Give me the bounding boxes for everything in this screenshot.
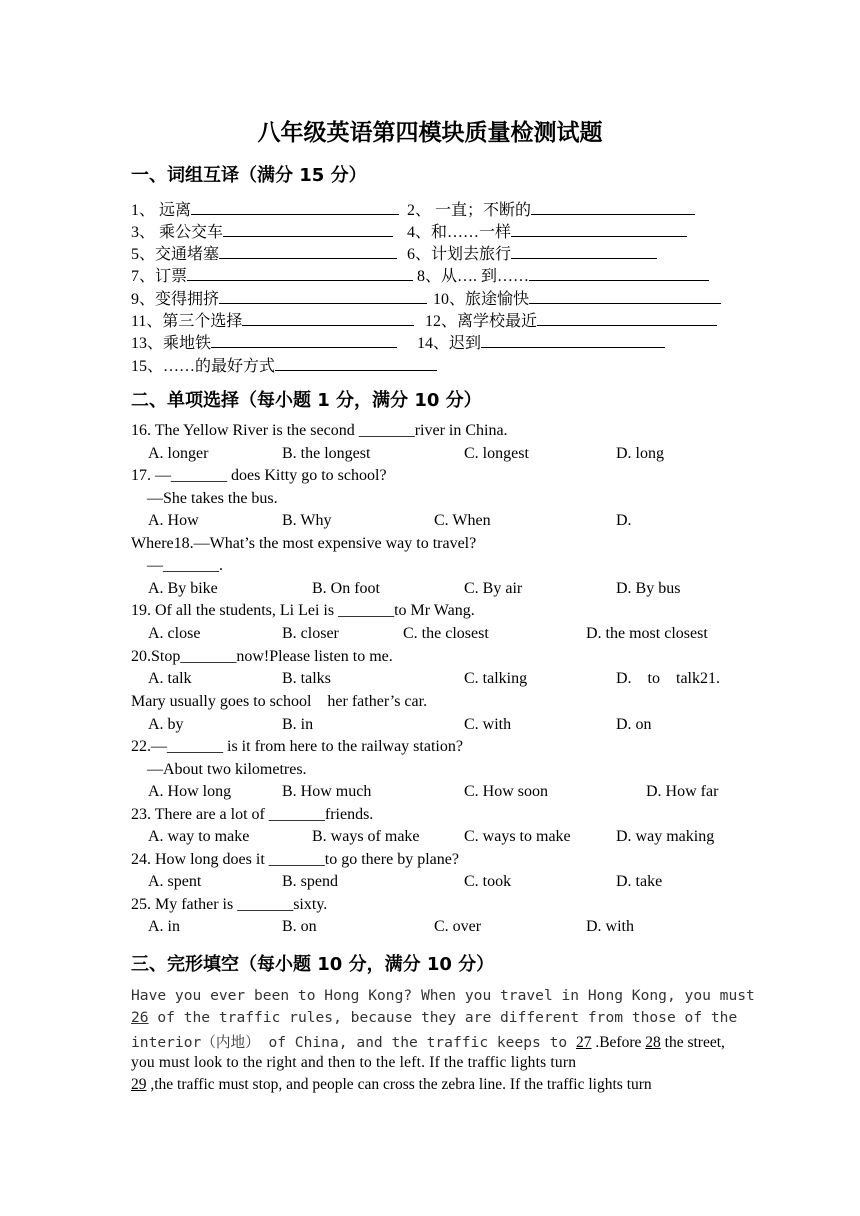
question-18-reply: —_______. — [147, 557, 223, 574]
question-23: 23. There are a lot of _______friends. — [131, 806, 374, 823]
option[interactable]: A. longer — [148, 445, 209, 462]
vocab-item: 15、……的最好方式 — [131, 358, 276, 375]
vocab-item: 1、 远离 — [131, 202, 192, 219]
vocab-item: 14、迟到 — [417, 335, 482, 352]
cloze-blank-29[interactable]: 29 — [131, 1076, 147, 1093]
option[interactable]: C. over — [434, 918, 482, 935]
answer-blank[interactable] — [537, 310, 717, 326]
option[interactable]: A. by — [148, 716, 184, 733]
option[interactable]: C. the closest — [403, 625, 489, 642]
question-25: 25. My father is _______sixty. — [131, 896, 328, 913]
section-1-heading: 一、词组互译（满分 15 分） — [131, 165, 367, 186]
cloze-blank-26[interactable]: 26 — [131, 1009, 149, 1026]
passage-text: .Before — [591, 1034, 646, 1051]
vocab-item: 7、订票 — [131, 268, 188, 285]
passage-line: you must look to the right and then to the left. If the traffic lights turn — [131, 1054, 577, 1071]
passage-text: the street, — [660, 1034, 725, 1051]
answer-blank[interactable] — [481, 332, 665, 348]
vocab-item: 13、乘地铁 — [131, 335, 212, 352]
option[interactable]: D. How far — [646, 783, 719, 800]
option[interactable]: B. on — [282, 918, 317, 935]
answer-blank[interactable] — [531, 199, 695, 215]
answer-blank[interactable] — [191, 199, 399, 215]
section-2-heading: 二、单项选择（每小题 1 分，满分 10 分） — [131, 390, 482, 411]
question-17: 17. —_______ does Kitty go to school? — [131, 467, 387, 484]
option[interactable]: A. way to make — [148, 828, 250, 845]
question-19: 19. Of all the students, Li Lei is _______to Mr Wang. — [131, 602, 475, 619]
option[interactable]: B. On foot — [312, 580, 380, 597]
answer-blank[interactable] — [529, 288, 721, 304]
option[interactable]: C. By air — [464, 580, 523, 597]
section-3-heading: 三、完形填空（每小题 10 分，满分 10 分） — [131, 954, 495, 975]
vocab-row — [131, 219, 731, 241]
answer-blank[interactable] — [242, 310, 414, 326]
answer-blank[interactable] — [211, 332, 397, 348]
vocab-row — [131, 286, 751, 308]
question-18: Where18.—What’s the most expensive way to travel? — [131, 535, 477, 552]
answer-blank[interactable] — [219, 288, 427, 304]
option[interactable]: D. to talk21. — [616, 670, 720, 687]
option[interactable]: A. By bike — [148, 580, 218, 597]
passage-text: of the traffic rules, because they are different from those of the — [148, 1009, 738, 1026]
option[interactable]: D. take — [616, 873, 663, 890]
passage-line — [131, 1076, 652, 1094]
question-21: Mary usually goes to school her father’s car. — [131, 693, 428, 710]
option[interactable]: D. — [616, 512, 632, 529]
question-17-reply: —She takes the bus. — [147, 490, 278, 507]
vocab-item: 11、第三个选择 — [131, 313, 243, 330]
vocab-item: 4、和……一样 — [407, 224, 512, 241]
passage-text: ,the traffic must stop, and people can cross the zebra line. If the traffic lights turn — [146, 1076, 652, 1093]
passage-text: interior（内地） of China, and the traffic keeps to — [131, 1034, 576, 1051]
vocab-row — [131, 330, 731, 352]
option[interactable]: C. How soon — [464, 783, 549, 800]
question-24: 24. How long does it _______to go there by plane? — [131, 851, 459, 868]
option[interactable]: B. the longest — [282, 445, 371, 462]
page-title: 八年级英语第四模块质量检测试题 — [257, 120, 603, 146]
passage-line: Have you ever been to Hong Kong? When you travel in Hong Kong, you must — [131, 987, 755, 1004]
passage-line — [131, 1009, 737, 1026]
option[interactable]: C. with — [464, 716, 512, 733]
option[interactable]: B. spend — [282, 873, 338, 890]
option[interactable]: A. talk — [148, 670, 192, 687]
vocab-item: 2、 一直；不断的 — [407, 202, 532, 219]
vocab-row — [131, 308, 751, 330]
vocab-row — [131, 353, 531, 375]
vocab-item: 12、离学校最近 — [425, 313, 538, 330]
option[interactable]: A. close — [148, 625, 201, 642]
answer-blank[interactable] — [275, 355, 437, 371]
option[interactable]: A. How — [148, 512, 199, 529]
option[interactable]: C. took — [464, 873, 512, 890]
vocab-item: 9、变得拥挤 — [131, 291, 220, 308]
answer-blank[interactable] — [511, 221, 687, 237]
option[interactable]: C. When — [434, 512, 491, 529]
question-22-reply: —About two kilometres. — [147, 761, 307, 778]
vocab-row — [131, 263, 731, 285]
vocab-item: 8、从…. 到…… — [417, 268, 530, 285]
option[interactable]: C. ways to make — [464, 828, 571, 845]
option[interactable]: B. talks — [282, 670, 331, 687]
vocab-row — [131, 197, 731, 219]
vocab-item: 10、旅途愉快 — [433, 291, 530, 308]
option[interactable]: B. How much — [282, 783, 372, 800]
answer-blank[interactable] — [529, 265, 709, 281]
option[interactable]: D. with — [586, 918, 634, 935]
passage-line — [131, 1031, 725, 1052]
answer-blank[interactable] — [511, 243, 657, 259]
vocab-item: 3、 乘公交车 — [131, 224, 224, 241]
option[interactable]: A. in — [148, 918, 180, 935]
option[interactable]: A. spent — [148, 873, 202, 890]
question-20: 20.Stop_______now!Please listen to me. — [131, 648, 393, 665]
cloze-blank-27[interactable]: 27 — [575, 1034, 592, 1051]
option[interactable]: B. ways of make — [312, 828, 420, 845]
option[interactable]: D. on — [616, 716, 652, 733]
option[interactable]: D. By bus — [616, 580, 681, 597]
cloze-blank-28[interactable]: 28 — [645, 1034, 661, 1051]
answer-blank[interactable] — [223, 221, 393, 237]
option[interactable]: D. the most closest — [586, 625, 708, 642]
option[interactable]: C. longest — [464, 445, 529, 462]
option[interactable]: B. closer — [282, 625, 339, 642]
vocab-row — [131, 241, 731, 263]
question-16: 16. The Yellow River is the second _______river in China. — [131, 422, 508, 439]
option[interactable]: A. How long — [148, 783, 232, 800]
option[interactable]: B. in — [282, 716, 314, 733]
option[interactable]: D. way making — [616, 828, 715, 845]
option[interactable]: B. Why — [282, 512, 332, 529]
option[interactable]: D. long — [616, 445, 664, 462]
answer-blank[interactable] — [219, 243, 397, 259]
question-22: 22.—_______ is it from here to the railway station? — [131, 738, 463, 755]
option[interactable]: C. talking — [464, 670, 528, 687]
vocab-item: 6、计划去旅行 — [407, 246, 512, 263]
answer-blank[interactable] — [187, 265, 413, 281]
vocab-item: 5、交通堵塞 — [131, 246, 220, 263]
